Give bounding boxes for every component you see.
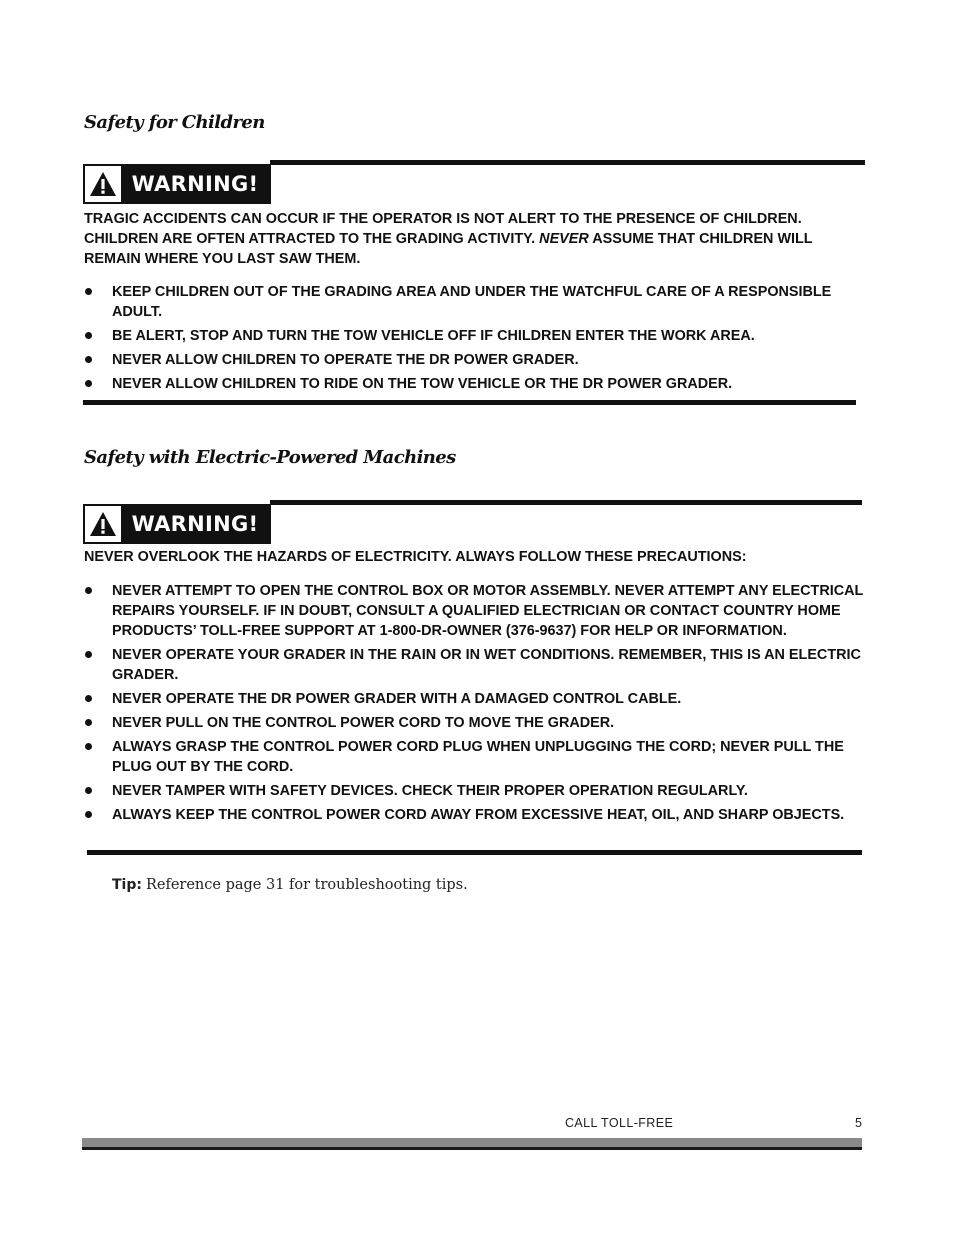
warning-label: WARNING!	[121, 506, 269, 542]
list-item-text: ALWAYS KEEP THE CONTROL POWER CORD AWAY FROM EXCESSIVE HEAT, OIL, AND SHARP OBJECTS.	[112, 807, 845, 823]
footer-bar-line	[82, 1147, 862, 1150]
warning-top-rule	[270, 160, 865, 165]
list-item	[84, 350, 874, 370]
bullet-icon	[85, 587, 92, 594]
list-item	[84, 781, 874, 801]
warning-triangle-icon	[85, 166, 121, 202]
warning-intro-part: ASSUME THAT CHILDREN WILL REMAIN WHERE YOU LAST SAW THEM.	[84, 231, 813, 267]
footer-call-text: CALL TOLL-FREE	[565, 1116, 674, 1130]
list-item-text: NEVER ATTEMPT TO OPEN THE CONTROL BOX OR MOTOR ASSEMBLY. NEVER ATTEMPT ANY ELECTRICAL REPAIRS YOURSELF. IF IN DOUBT, CONSULT A QUALIFIED ELECTRICIAN OR CONTACT COUNTRY HOME PRODUCTS’ TOLL-FREE SUPPORT AT 1-800-DR-OWNER (376-9637) FOR HELP OR INFORMATION.	[112, 583, 864, 639]
electric-safety-list	[84, 581, 874, 829]
list-item-text: NEVER PULL ON THE CONTROL POWER CORD TO MOVE THE GRADER.	[112, 715, 615, 731]
list-item-text: NEVER ALLOW CHILDREN TO OPERATE THE DR POWER GRADER.	[112, 352, 579, 368]
bullet-icon	[85, 380, 92, 387]
list-item-text: NEVER TAMPER WITH SAFETY DEVICES. CHECK THEIR PROPER OPERATION REGULARLY.	[112, 783, 748, 799]
bullet-icon	[85, 288, 92, 295]
bullet-icon	[85, 787, 92, 794]
list-item	[84, 326, 874, 346]
page-number: 5	[855, 1116, 863, 1130]
list-item	[84, 689, 874, 709]
tip-label: Tip:	[112, 877, 142, 893]
list-item-text: NEVER ALLOW CHILDREN TO RIDE ON THE TOW VEHICLE OR THE DR POWER GRADER.	[112, 376, 733, 392]
section-title-children: Safety for Children	[84, 112, 265, 133]
warning-banner	[83, 164, 271, 204]
bullet-icon	[85, 811, 92, 818]
list-item-text: NEVER OPERATE THE DR POWER GRADER WITH A DAMAGED CONTROL CABLE.	[112, 691, 682, 707]
warning-top-rule	[270, 500, 862, 505]
warning-intro-children	[84, 209, 864, 269]
bullet-icon	[85, 719, 92, 726]
bullet-icon	[85, 332, 92, 339]
bullet-icon	[85, 651, 92, 658]
tip-note	[112, 877, 468, 893]
warning-triangle-icon	[85, 506, 121, 542]
list-item	[84, 374, 874, 394]
section-title-electric: Safety with Electric-Powered Machines	[84, 447, 456, 468]
list-item-text: ALWAYS GRASP THE CONTROL POWER CORD PLUG WHEN UNPLUGGING THE CORD; NEVER PULL THE PLUG OUT BY THE CORD.	[112, 739, 844, 775]
footer-bar	[82, 1138, 862, 1147]
warning-intro-emphasis: NEVER	[539, 231, 589, 247]
list-item	[84, 645, 874, 685]
tip-text: Reference page 31 for troubleshooting tips.	[145, 877, 468, 893]
bullet-icon	[85, 695, 92, 702]
list-item	[84, 713, 874, 733]
list-item-text: NEVER OPERATE YOUR GRADER IN THE RAIN OR IN WET CONDITIONS. REMEMBER, THIS IS AN ELECTRIC GRADER.	[112, 647, 861, 683]
warning-intro-part: TRAGIC ACCIDENTS CAN OCCUR IF THE OPERATOR IS NOT ALERT TO THE PRESENCE OF CHILDREN. CHILDREN ARE OFTEN ATTRACTED TO THE GRADING ACTIVITY.	[84, 211, 802, 247]
list-item-text: KEEP CHILDREN OUT OF THE GRADING AREA AND UNDER THE WATCHFUL CARE OF A RESPONSIBLE ADULT.	[112, 284, 832, 320]
bullet-icon	[85, 356, 92, 363]
list-item	[84, 581, 874, 641]
list-item	[84, 737, 874, 777]
warning-label: WARNING!	[121, 166, 269, 202]
warning-bottom-rule	[83, 400, 856, 405]
list-item-text: BE ALERT, STOP AND TURN THE TOW VEHICLE OFF IF CHILDREN ENTER THE WORK AREA.	[112, 328, 755, 344]
warning-bottom-rule	[87, 850, 862, 855]
warning-banner	[83, 504, 271, 544]
list-item	[84, 805, 874, 825]
children-safety-list	[84, 282, 874, 398]
list-item	[84, 282, 874, 322]
bullet-icon	[85, 743, 92, 750]
warning-intro-electric: NEVER OVERLOOK THE HAZARDS OF ELECTRICITY. ALWAYS FOLLOW THESE PRECAUTIONS:	[84, 549, 747, 565]
